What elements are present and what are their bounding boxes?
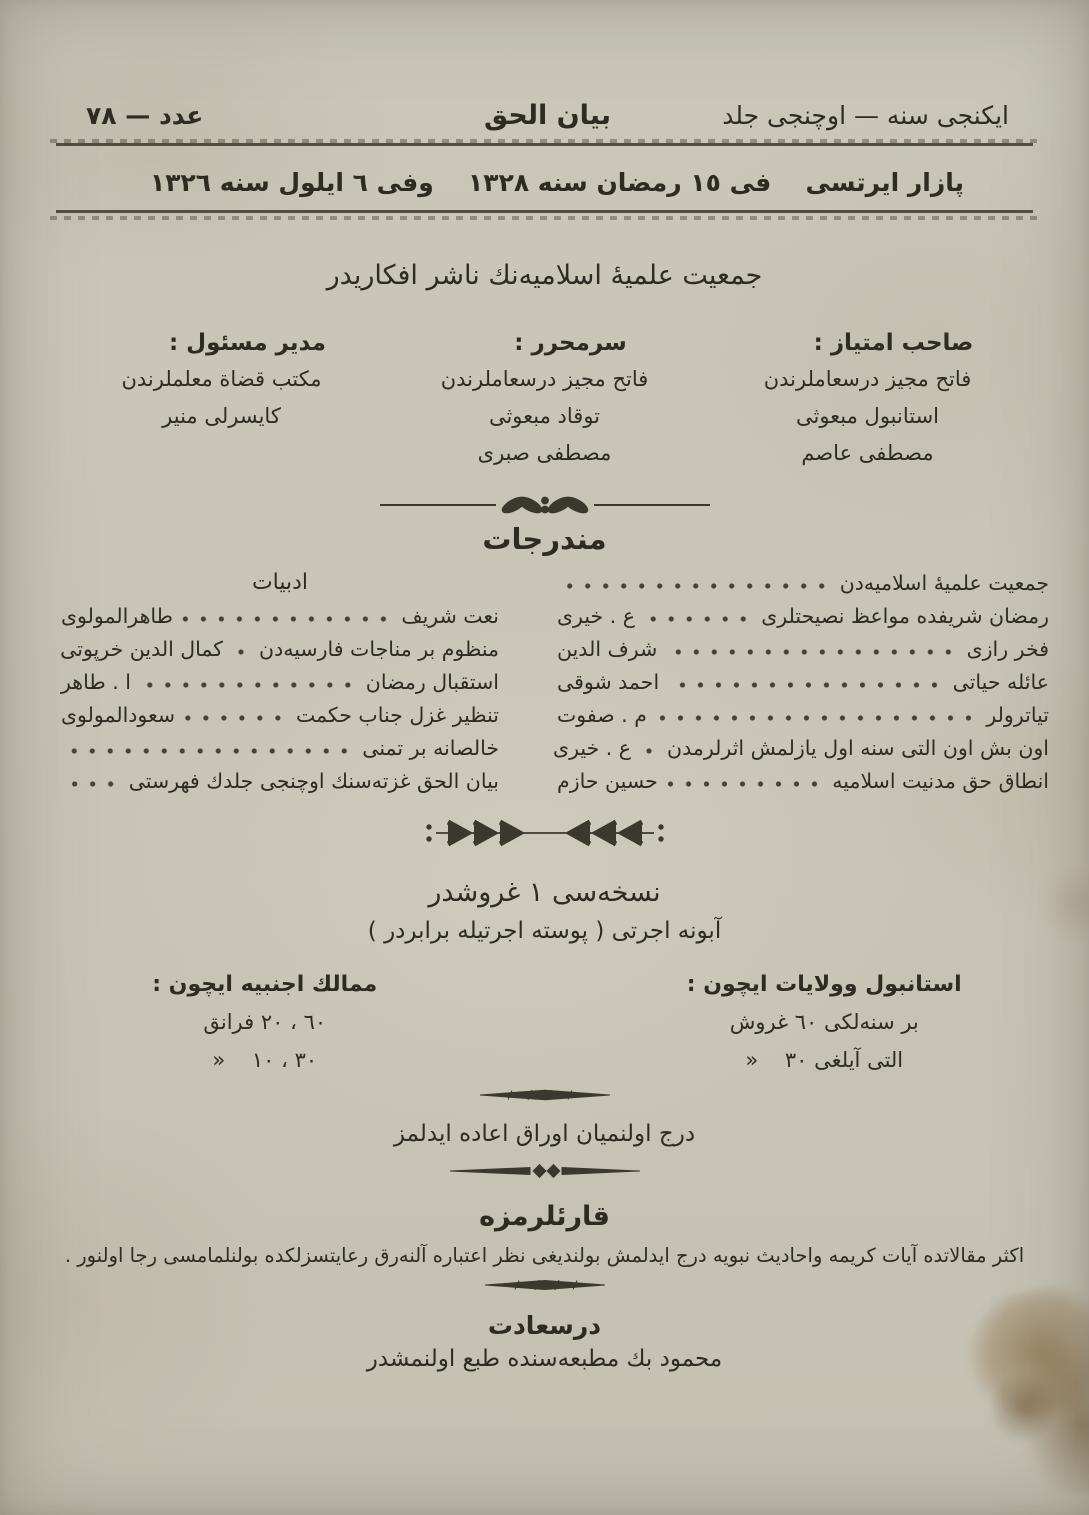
toc-left-list [61, 599, 499, 797]
owner-role: صاحب امتياز : [813, 330, 974, 356]
copy-price-line: نسخه‌سى ١ غروشدر [428, 877, 661, 908]
toc-author: حسين حازم [557, 768, 658, 793]
pricing-foreign [60, 966, 470, 1079]
toc-author: ا . طاهر [61, 669, 131, 694]
toc-title: تياترولر [986, 702, 1049, 727]
staff-line: استانبول مبعوثى [795, 404, 940, 428]
toc-author: شرف الدين [557, 636, 658, 661]
editor-role: سرمحرر : [514, 330, 627, 356]
toc-row [557, 764, 1049, 797]
price-row: ٦٠ ، ٢٠ فرانق [203, 1010, 327, 1034]
volume-info: ايكنجى سنه — اوچنجى جلد [722, 101, 1009, 130]
foreign-rows [60, 1003, 470, 1079]
toc-author: م . صفوت [557, 702, 647, 727]
toc-author: كمال الدين خرپوتى [60, 636, 224, 661]
toc-row [557, 665, 1049, 698]
rumi-date: وفى ٦ ايلول سنه ١٣٢٦ [150, 168, 434, 197]
dotted-leader [70, 779, 120, 789]
toc-row [557, 599, 1049, 632]
imprint-printer: محمود بك مطبعه‌سنده طبع اولنمشدر [366, 1346, 723, 1372]
toc-title: جمعيت علميهٔ اسلاميه‌دن [839, 570, 1049, 595]
staff-line: مصطفى عاصم [801, 441, 934, 465]
manager-lines [60, 361, 383, 435]
toc-row [557, 566, 1049, 599]
staff-line: فاتح مجيز درسعاملرندن [440, 367, 649, 391]
toc-row [61, 731, 499, 764]
dotted-leader [70, 746, 353, 756]
masthead-row [0, 0, 1089, 136]
toc-row [557, 698, 1049, 731]
manager-role: مدير مسئول : [168, 330, 327, 356]
dotted-leader [566, 581, 831, 591]
toc-title: انطاق حق مدنيت اسلاميه [832, 768, 1049, 793]
toc-author: سعودالمولوى [61, 702, 176, 727]
table-of-contents [0, 566, 1089, 797]
toc-row [61, 698, 499, 731]
toc-row [553, 731, 1049, 764]
worn-rule [50, 216, 1039, 220]
rule [56, 210, 1033, 213]
imprint-city: درسعادت [487, 1311, 602, 1340]
weekday: پازار ايرتسى [805, 168, 964, 197]
pricing-block [0, 966, 1089, 1079]
toc-row [61, 632, 499, 665]
editor-lines [383, 361, 706, 472]
readers-note: اكثر مقالاتده آيات كريمه واحاديث نبويه درج ايدلمش بولنديغى نظر اعتباره آلنه‌رق رعايتسزلكده بولنلمامسى رجا اولنور . [64, 1244, 1025, 1267]
readers-heading: قارئلرمزه [479, 1201, 610, 1232]
toc-row [61, 665, 499, 698]
toc-title: منظوم بر مناجات فارسيه‌دن [259, 636, 499, 661]
toc-right-list [553, 566, 1049, 797]
toc-title: فخر رازى [966, 636, 1049, 661]
price-row: التى آيلغى ٣٠ « [745, 1048, 904, 1072]
hatched-dash-divider-icon [0, 1089, 1089, 1101]
dotted-leader [667, 779, 824, 789]
toc-title: خالصانه بر تمنى [362, 735, 499, 760]
toc-left-column [61, 566, 499, 797]
hijri-date: فى ١٥ رمضان سنه ١٣٢٨ [468, 168, 772, 197]
toc-row [557, 632, 1049, 665]
dotted-leader [656, 713, 977, 723]
toc-title: تنظير غزل جناب حكمت [295, 702, 499, 727]
diamond-arrow-divider-icon [0, 1163, 1089, 1179]
contents-heading: مندرجات [482, 522, 607, 556]
dotted-leader [644, 614, 752, 624]
toc-right-column [553, 566, 1049, 797]
toc-title: اون بش اون التى سنه اول يازلمش اثرلرمدن [667, 735, 1049, 760]
rule [56, 143, 1033, 146]
toc-author: احمد شوقى [557, 669, 660, 694]
toc-author: طاهرالمولوى [61, 603, 173, 628]
foreign-heading: ممالك اجنبيه ايچون : [152, 972, 378, 997]
toc-author: ع . خيرى [557, 603, 635, 628]
pricing-domestic [620, 966, 1030, 1079]
date-row [0, 156, 1089, 210]
toc-row [61, 764, 499, 797]
journal-title: بيان الحق [484, 100, 611, 131]
staff-line: كايسرلى منير [162, 404, 281, 428]
dotted-leader [184, 713, 287, 723]
issue-number: عدد — ٧٨ [86, 101, 204, 130]
return-policy-line: درج اولنميان اوراق اعاده ايدلمز [393, 1121, 696, 1147]
toc-title: بيان الحق غزته‌سنك اوچنجى جلدك فهرستى [128, 768, 499, 793]
staff-owner [706, 325, 1029, 472]
dotted-leader [668, 680, 943, 690]
toc-title: استقبال رمضان [365, 669, 499, 694]
toc-row [61, 599, 499, 632]
toc-title: نعت شريف [401, 603, 499, 628]
dotted-leader [140, 680, 357, 690]
price-row: بر سنه‌لكى ٦٠ غروش [729, 1010, 919, 1034]
paper-stain [930, 1274, 1089, 1515]
domestic-heading: استانبول وولايات ايچون : [686, 972, 962, 997]
staff-line: فاتح مجيز درسعاملرندن [763, 367, 972, 391]
dotted-leader [666, 647, 957, 657]
dotted-leader [182, 614, 392, 624]
staff-line: مكتب قضاة معلملرندن [121, 367, 322, 391]
dotted-leader [640, 746, 658, 756]
staff-editor [383, 325, 706, 472]
domestic-rows [620, 1003, 1030, 1079]
dotted-leader [232, 647, 250, 657]
floral-divider-icon [0, 490, 1089, 520]
toc-title: عائله حياتى [952, 669, 1049, 694]
staff-line: توقاد مبعوثى [488, 404, 601, 428]
staff-block [0, 325, 1089, 472]
staff-line: مصطفى صبرى [477, 441, 612, 465]
toc-section-header: ادبيات [251, 570, 309, 595]
owner-lines [706, 361, 1029, 472]
toc-author: ع . خيرى [553, 735, 632, 760]
toc-title: رمضان شريفده مواعظ نصيحتلرى [761, 603, 1049, 628]
staff-manager [60, 325, 383, 472]
publisher-line: جمعيت علميهٔ اسلاميه‌نك ناشر افكاريدر [326, 260, 763, 291]
price-row: ٣٠ ، ١٠ « [212, 1048, 318, 1072]
subscription-note: آبونه اجرتى ( پوسته اجرتيله برابردر ) [367, 918, 722, 944]
hatched-dash-divider-icon [0, 1279, 1089, 1291]
laurel-arrow-divider-icon [0, 817, 1089, 849]
